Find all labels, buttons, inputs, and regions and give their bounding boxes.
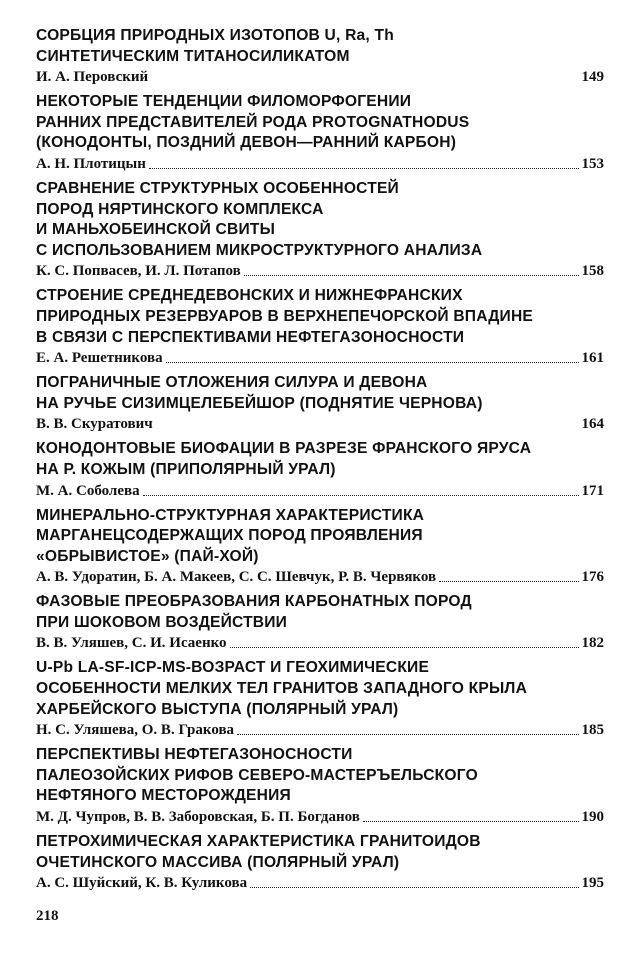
entry-authors: И. А. Перовский	[36, 69, 149, 86]
toc-entry	[36, 439, 604, 500]
entry-authors: М. А. Соболева	[36, 482, 140, 499]
entry-page-number: 176	[581, 569, 604, 586]
dot-leader	[230, 646, 579, 648]
entry-title-line: ПЕТРОХИМИЧЕСКАЯ ХАРАКТЕРИСТИКА ГРАНИТОИДОВ	[36, 833, 481, 851]
entry-author-row	[36, 567, 604, 587]
entry-title-line: КОНОДОНТОВЫЕ БИОФАЦИИ В РАЗРЕЗЕ ФРАНСКОГО ЯРУСА	[36, 440, 532, 458]
entry-author-row	[36, 807, 604, 827]
entry-author-row	[36, 261, 604, 281]
entry-title-line: ХАРБЕЙСКОГО ВЫСТУПА (ПОЛЯРНЫЙ УРАЛ)	[36, 700, 399, 718]
toc-entry	[36, 26, 604, 87]
entry-page-number: 164	[581, 416, 604, 433]
entry-page-number: 161	[581, 350, 604, 367]
dot-leader	[439, 580, 578, 582]
toc-entry	[36, 286, 604, 368]
entry-author-row	[36, 633, 604, 653]
entry-title-line: СРАВНЕНИЕ СТРУКТУРНЫХ ОСОБЕННОСТЕЙ	[36, 179, 399, 197]
dot-leader	[149, 167, 579, 169]
entry-title-line: ОЧЕТИНСКОГО МАССИВА (ПОЛЯРНЫЙ УРАЛ)	[36, 853, 400, 871]
toc-entry	[36, 832, 604, 893]
entry-authors: К. С. Попвасев, И. Л. Потапов	[36, 263, 241, 280]
toc-entry	[36, 373, 604, 434]
entry-title-line: РАННИХ ПРЕДСТАВИТЕЛЕЙ РОДА PROTOGNATHODUS	[36, 113, 470, 131]
entry-page-number: 182	[581, 635, 604, 652]
entry-page-number: 158	[581, 263, 604, 280]
entry-author-row	[36, 154, 604, 174]
entry-title-line: ОСОБЕННОСТИ МЕЛКИХ ТЕЛ ГРАНИТОВ ЗАПАДНОГО КРЫЛА	[36, 680, 528, 698]
entry-authors: А. С. Шуйский, К. В. Куликова	[36, 875, 248, 892]
entry-page-number: 185	[581, 722, 604, 739]
dot-leader	[237, 733, 578, 735]
entry-title-line: И МАНЬХОБЕИНСКОЙ СВИТЫ	[36, 221, 276, 239]
entry-title-line: СОРБЦИЯ ПРИРОДНЫХ ИЗОТОПОВ U, Ra, Th	[36, 27, 394, 44]
entry-title-line: ПАЛЕОЗОЙСКИХ РИФОВ СЕВЕРО-МАСТЕРЪЕЛЬСКОГО	[36, 766, 478, 784]
dot-leader	[156, 428, 579, 429]
dot-leader	[151, 81, 578, 82]
entry-title-line: НА Р. КОЖЫМ (ПРИПОЛЯРНЫЙ УРАЛ)	[36, 460, 336, 478]
entry-author-row	[36, 67, 604, 87]
toc-entry	[36, 592, 604, 653]
entry-title-line: СТРОЕНИЕ СРЕДНЕДЕВОНСКИХ И НИЖНЕФРАНСКИХ	[36, 287, 463, 305]
entry-authors: А. В. Удоратин, Б. А. Макеев, С. С. Шевчук, Р. В. Червяков	[36, 569, 437, 586]
entry-authors: А. Н. Плотицын	[36, 155, 146, 172]
entry-title-line: ПОГРАНИЧНЫЕ ОТЛОЖЕНИЯ СИЛУРА И ДЕВОНА	[36, 374, 428, 392]
entry-authors: Н. С. Уляшева, О. В. Гракова	[36, 722, 235, 739]
entry-page-number: 171	[581, 482, 604, 499]
dot-leader	[250, 886, 578, 888]
entry-title-line: МИНЕРАЛЬНО-СТРУКТУРНАЯ ХАРАКТЕРИСТИКА	[36, 506, 425, 524]
entry-title-line: НА РУЧЬЕ СИЗИМЦЕЛЕБЕЙШОР (ПОДНЯТИЕ ЧЕРНОВА)	[36, 394, 483, 412]
entry-author-row	[36, 720, 604, 740]
entry-page-number: 195	[581, 875, 604, 892]
table-of-contents	[36, 26, 604, 893]
entry-page-number: 153	[581, 155, 604, 172]
dot-leader	[143, 494, 579, 496]
toc-entry	[36, 92, 604, 174]
entry-author-row	[36, 414, 604, 434]
toc-entry	[36, 179, 604, 281]
entry-author-row	[36, 873, 604, 893]
entry-title-line: U-Pb LA-SF-ICP-MS-ВОЗРАСТ И ГЕОХИМИЧЕСКИЕ	[36, 659, 430, 677]
page-number-folio: 218	[36, 908, 59, 924]
entry-author-row	[36, 481, 604, 501]
entry-title-line: ПРИ ШОКОВОМ ВОЗДЕЙСТВИИ	[36, 613, 288, 631]
entry-title-line: МАРГАНЕЦСОДЕРЖАЩИХ ПОРОД ПРОЯВЛЕНИЯ	[36, 527, 423, 545]
entry-title-line: СИНТЕТИЧЕСКИМ ТИТАНОСИЛИКАТОМ	[36, 47, 350, 65]
entry-author-row	[36, 348, 604, 368]
toc-entry	[36, 745, 604, 827]
toc-entry	[36, 506, 604, 588]
entry-page-number: 149	[581, 69, 604, 86]
entry-authors: Е. А. Решетникова	[36, 350, 163, 367]
entry-title-line: ПОРОД НЯРТИНСКОГО КОМПЛЕКСА	[36, 200, 324, 218]
entry-authors: В. В. Уляшев, С. И. Исаенко	[36, 635, 227, 652]
dot-leader	[166, 361, 579, 363]
dot-leader	[363, 820, 579, 822]
entry-page-number: 190	[581, 809, 604, 826]
entry-title-line: ПРИРОДНЫХ РЕЗЕРВУАРОВ В ВЕРХНЕПЕЧОРСКОЙ ВПАДИНЕ	[36, 307, 534, 325]
entry-title-line: ФАЗОВЫЕ ПРЕОБРАЗОВАНИЯ КАРБОНАТНЫХ ПОРОД	[36, 593, 472, 611]
entry-title-line: С ИСПОЛЬЗОВАНИЕМ МИКРОСТРУКТУРНОГО АНАЛИЗА	[36, 241, 483, 259]
entry-title-line: НЕКОТОРЫЕ ТЕНДЕНЦИИ ФИЛОМОРФОГЕНИИ	[36, 93, 412, 111]
entry-authors: В. В. Скуратович	[36, 416, 153, 433]
toc-entry	[36, 658, 604, 740]
entry-title-line: В СВЯЗИ С ПЕРСПЕКТИВАМИ НЕФТЕГАЗОНОСНОСТИ	[36, 328, 465, 346]
entry-title-line: ПЕРСПЕКТИВЫ НЕФТЕГАЗОНОСНОСТИ	[36, 746, 353, 764]
entry-title-line: «ОБРЫВИСТОЕ» (ПАЙ-ХОЙ)	[36, 547, 259, 565]
entry-authors: М. Д. Чупров, В. В. Заборовская, Б. П. Богданов	[36, 809, 360, 826]
dot-leader	[244, 274, 579, 276]
entry-title-line: НЕФТЯНОГО МЕСТОРОЖДЕНИЯ	[36, 787, 291, 805]
entry-title-line: (КОНОДОНТЫ, ПОЗДНИЙ ДЕВОН—РАННИЙ КАРБОН)	[36, 134, 457, 152]
